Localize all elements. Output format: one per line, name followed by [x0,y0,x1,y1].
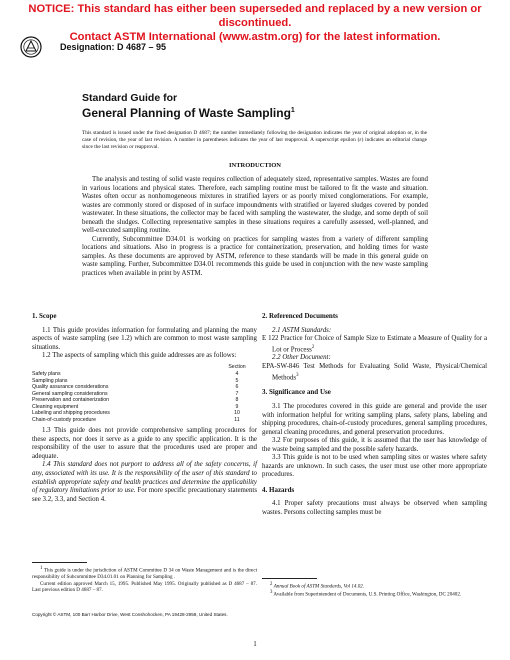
footnotes-left [32,566,257,593]
astm-logo-icon [20,36,42,58]
table-row: Safety plans 4 [32,371,239,378]
notice-line-1: NOTICE: This standard has either been superseded and replaced by a new version or discontinued. [28,3,482,29]
aspects-table [32,363,257,424]
notice-line-2: Contact ASTM International (www.astm.org) for the latest information. [69,31,441,43]
table-row: General sampling considerations 7 [32,390,239,397]
footnotes-right [262,582,487,598]
reference-epa: EPA-SW-846 Test Methods for Evaluating Solid Waste, Physical/Chemical Methods$^3$ [262,363,487,381]
table-row: Labeling and shipping procedures 10 [32,410,240,417]
paragraph-1-4: 1.4 This standard does not purport to address all of the safety concerns, if any, associated with its use. It is the responsibility of the user of this standard to establish appropriate safety and health practices and determine the applicability of regulatory limitations prior to use. For more specific precautionary statements see 3.2, 3.3, and Section 4. [32,461,257,503]
introduction-paragraph: The analysis and testing of solid waste requires collection of adequately sized, representative samples. Wastes are found in various locations and physical states. Therefore, each sampling routine must be tailored to fit the waste and situation. Wastes often occur as nonhomogeneous mixtures in stratified layers or as poorly mixed conglomerations. For example, wastes are commonly stored or disposed of in surface impoundments with stratified or layered sludges covered by ponded wastewater. In these situations, the collector may be faced with sampling the wastewater, the sludge, and some depth of soil beneath the sludges. Collecting representative samples in these situations requires a carefully assessed, well-planned, and well-executed sampling routine. [82,176,428,235]
designation: Designation: D 4687 – 95 [60,42,167,52]
paragraph-3-2: 3.2 For purposes of this guide, it is assumed that the user has knowledge of the waste being sampled and the possible safety hazards. [262,437,487,453]
title-footnote-mark: 1 [290,107,295,114]
table-row: Sampling plans 5 [32,377,239,384]
supersession-notice [0,2,510,44]
footnote-1-edition: Current edition approved March 15, 1995. Published May 1995. Originally published as D 4687 – 87. Last previous edition D 4687 – 87. [32,580,257,593]
table-row: Preservation and containerization 8 [32,397,239,404]
reference-e122: E 122 Practice for Choice of Sample Size to Estimate a Measure of Quality for a Lot or Process$^2$ [262,335,487,353]
table-row: Chain-of-custody procedure 11 [32,416,240,423]
paragraph-2-1: 2.1 ASTM Standards: [272,326,332,334]
footnote-2: $^2$ Annual Book of ASTM Standards, Vol 14.02. [270,582,365,590]
table-row: Cleaning equipment 9 [32,403,239,410]
paragraph-1-2: 1.2 The aspects of sampling which this guide addresses are as follows: [42,352,237,360]
paragraph-3-3: 3.3 This guide is not to be used when sampling sites or wastes where safety hazards are unknown. In such cases, the user must use other more appropriate procedures. [262,454,487,479]
right-column [262,312,487,518]
paragraph-2-2: 2.2 Other Document: [272,354,331,362]
section-heading-hazards: 4. Hazards [262,485,295,494]
left-column [32,312,257,504]
copyright-line: Copyright © ASTM, 100 Barr Harbor Drive, West Conshohocken, PA 19428-2959, United States. [32,612,228,617]
page-number: 1 [253,640,257,648]
footnote-1: $^1$ This guide is under the jurisdiction of ASTM Committee D 34 on Waste Management and is the direct responsibility of Subcommittee D34.01.01 on Planning for Sampling . [32,566,257,581]
section-heading-scope: 1. Scope [32,312,57,320]
paragraph-1-3: 1.3 This guide does not provide comprehensive sampling procedures for these aspects, nor does it serve as a guide to any specific application. It is the responsibility of the user to assure that the procedures used are proper and adequate. [32,427,257,460]
introduction-heading: INTRODUCTION [228,162,281,169]
title-line-1: Standard Guide for [82,92,178,104]
table-header-section: Section [228,363,246,370]
document-title [82,92,295,120]
issuance-note: This standard is issued under the fixed designation D 4687; the number immediately following the designation indicates the year of original adoption or, in the case of revision, the year of last revision. A number in parentheses indicates the year of last reapproval. A superscript epsilon (ε) indicates an editorial change since the last revision or reapproval. [82,130,427,150]
footnote-3: $^3$ Available from Superintendent of Documents, U.S. Printing Office, Washington, DC 20402. [270,590,462,598]
introduction-body [82,176,428,279]
table-row: Quality assurance considerations 6 [32,384,239,391]
introduction-paragraph: Currently, Subcommittee D34.01 is working on practices for sampling wastes from a variety of different sampling locations and situations. Also in progress is a practice for containerization, preservation, and holding times for waste samples. As these documents are approved by ASTM, reference to these standards will be made in this general guide on waste sampling. Further, Subcommittee D34.01 recommends this guide be used in conjunction with the new waste sampling practices when available in print by ASTM. [82,235,428,278]
paragraph-1-1: 1.1 This guide provides information for formulating and planning the many aspects of waste sampling (see 1.2) which are common to most waste sampling situations. [32,326,257,351]
section-heading-significance: 3. Significance and Use [262,388,331,397]
paragraph-4-1: 4.1 Proper safety precautions must always be observed when sampling wastes. Persons collecting samples must be [262,500,487,516]
section-heading-referenced-documents: 2. Referenced Documents [262,312,338,320]
footnote-rule [32,562,87,563]
footnote-rule [262,578,317,579]
paragraph-3-1: 3.1 The procedures covered in this guide are general and provide the user with information helpful for writing sampling plans, safety plans, labeling and shipping procedures, chain-of-custody procedures, general sampling procedures, general cleaning procedures, and general preservation procedures. [262,402,487,436]
title-line-2: General Planning of Waste Sampling$^1$ [82,106,295,120]
